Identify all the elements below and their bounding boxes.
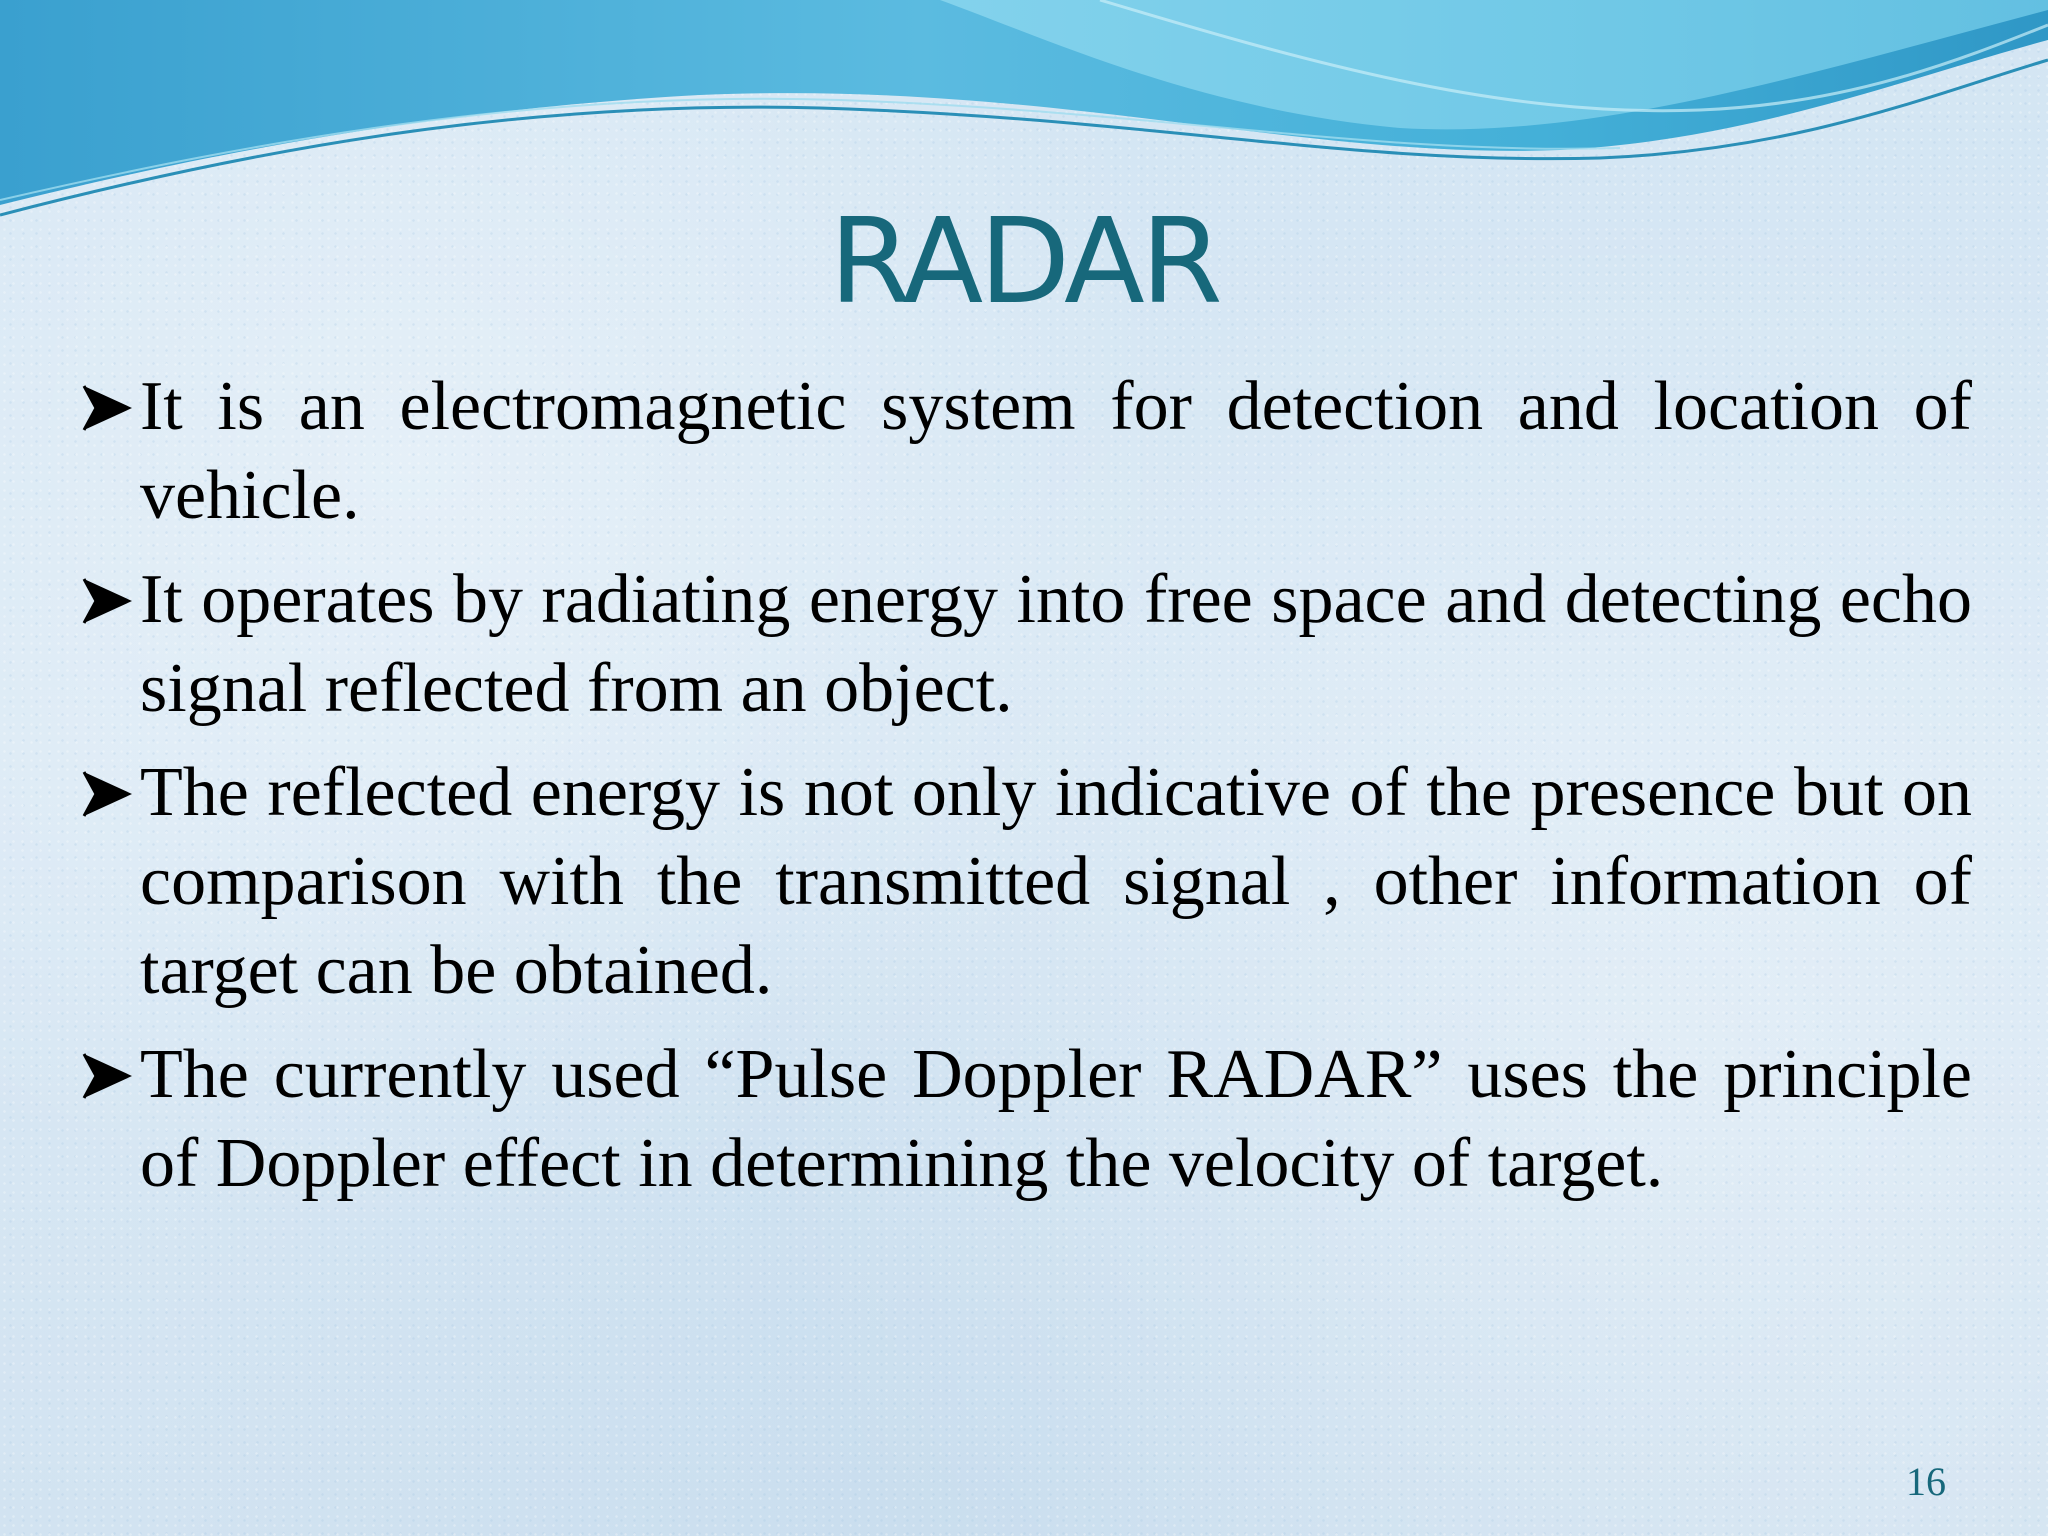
bullet-item [82,1030,1972,1208]
slide-title: RADAR [829,192,1219,330]
arrowhead-bullet-icon [80,577,134,625]
bullet-item [82,362,1972,540]
arrowhead-bullet-icon [80,384,134,432]
bullet-text: The reflected energy is not only indicative of the presence but on comparison with the transmitted signal , other information of target can be obtained. [140,754,1972,1009]
bullet-list [82,362,1972,1223]
arrowhead-bullet-icon [80,770,134,818]
bullet-item [82,555,1972,733]
bullet-text: It is an electromagnetic system for detection and location of vehicle. [140,368,1972,534]
bullet-item [82,748,1972,1015]
arrowhead-bullet-icon [80,1052,134,1100]
page-number: 16 [1906,1459,1946,1504]
bullet-text: It operates by radiating energy into free space and detecting echo signal reflected from an object. [140,561,1972,727]
bullet-text: The currently used “Pulse Doppler RADAR” uses the principle of Doppler effect in determining the velocity of target. [140,1036,1972,1202]
